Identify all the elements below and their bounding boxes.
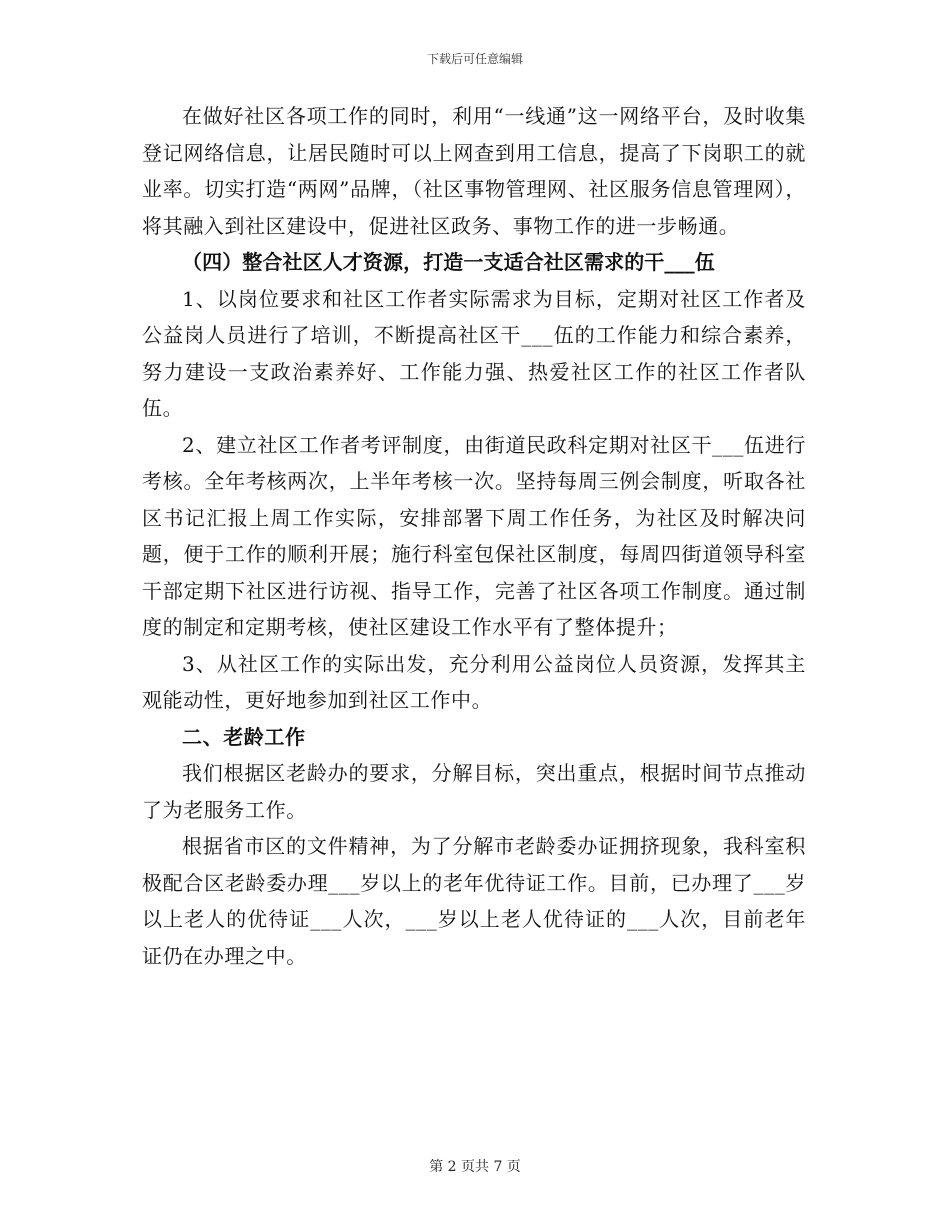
document-body bbox=[142, 98, 806, 974]
page-footer: 第 2 页共 7 页 bbox=[429, 1159, 521, 1175]
paragraph-elderly-goals: 我们根据区老龄办的要求，分解目标，突出重点，根据时间节点推动了为老服务工作。 bbox=[142, 761, 806, 822]
paragraph-evaluation: 2、建立社区工作者考评制度，由街道民政科定期对社区干___伍进行考核。全年考核两次，上半年考核一次。坚持每周三例会制度，听取各社区书记汇报上周工作实际，安排部署下周工作任务，为社区及时解决问题，便于工作的顺利开展；施行科室包保社区制度，每周四街道领导科室干部定期下社区进行访视、指导工作，完善了社区各项工作制度。通过制度的制定和定期考核，使社区建设工作水平有了整体提升； bbox=[142, 432, 806, 639]
page-header: 下载后可任意编辑 bbox=[426, 52, 523, 66]
paragraph-training: 1、以岗位要求和社区工作者实际需求为目标，定期对社区工作者及公益岗人员进行了培训，不断提高社区干___伍的工作能力和综合素养，努力建设一支政治素养好、工作能力强、热爱社区工作的社区工作者队伍。 bbox=[142, 286, 806, 420]
section-heading-talent: （四）整合社区人才资源，打造一支适合社区需求的干___伍 bbox=[182, 250, 715, 274]
paragraph-network-platform: 在做好社区各项工作的同时，利用“一线通”这一网络平台，及时收集登记网络信息，让居民随时可以上网查到用工信息，提高了下岗职工的就业率。切实打造“两网”品牌，（社区事物管理网、社区服务信息管理网），将其融入到社区建设中，促进社区政务、事物工作的进一步畅通。 bbox=[142, 104, 806, 238]
paragraph-elderly-cards: 根据省市区的文件精神，为了分解市老龄委办证拥挤现象，我科室积极配合区老龄委办理___岁以上的老年优待证工作。目前，已办理了___岁以上老人的优待证___人次，___岁以上老人优待证的___人次，目前老年证仍在办理之中。 bbox=[142, 834, 806, 968]
section-heading-elderly: 二、老龄工作 bbox=[182, 724, 306, 749]
paragraph-public-posts: 3、从社区工作的实际出发，充分利用公益岗位人员资源，发挥其主观能动性，更好地参加到社区工作中。 bbox=[142, 651, 806, 712]
